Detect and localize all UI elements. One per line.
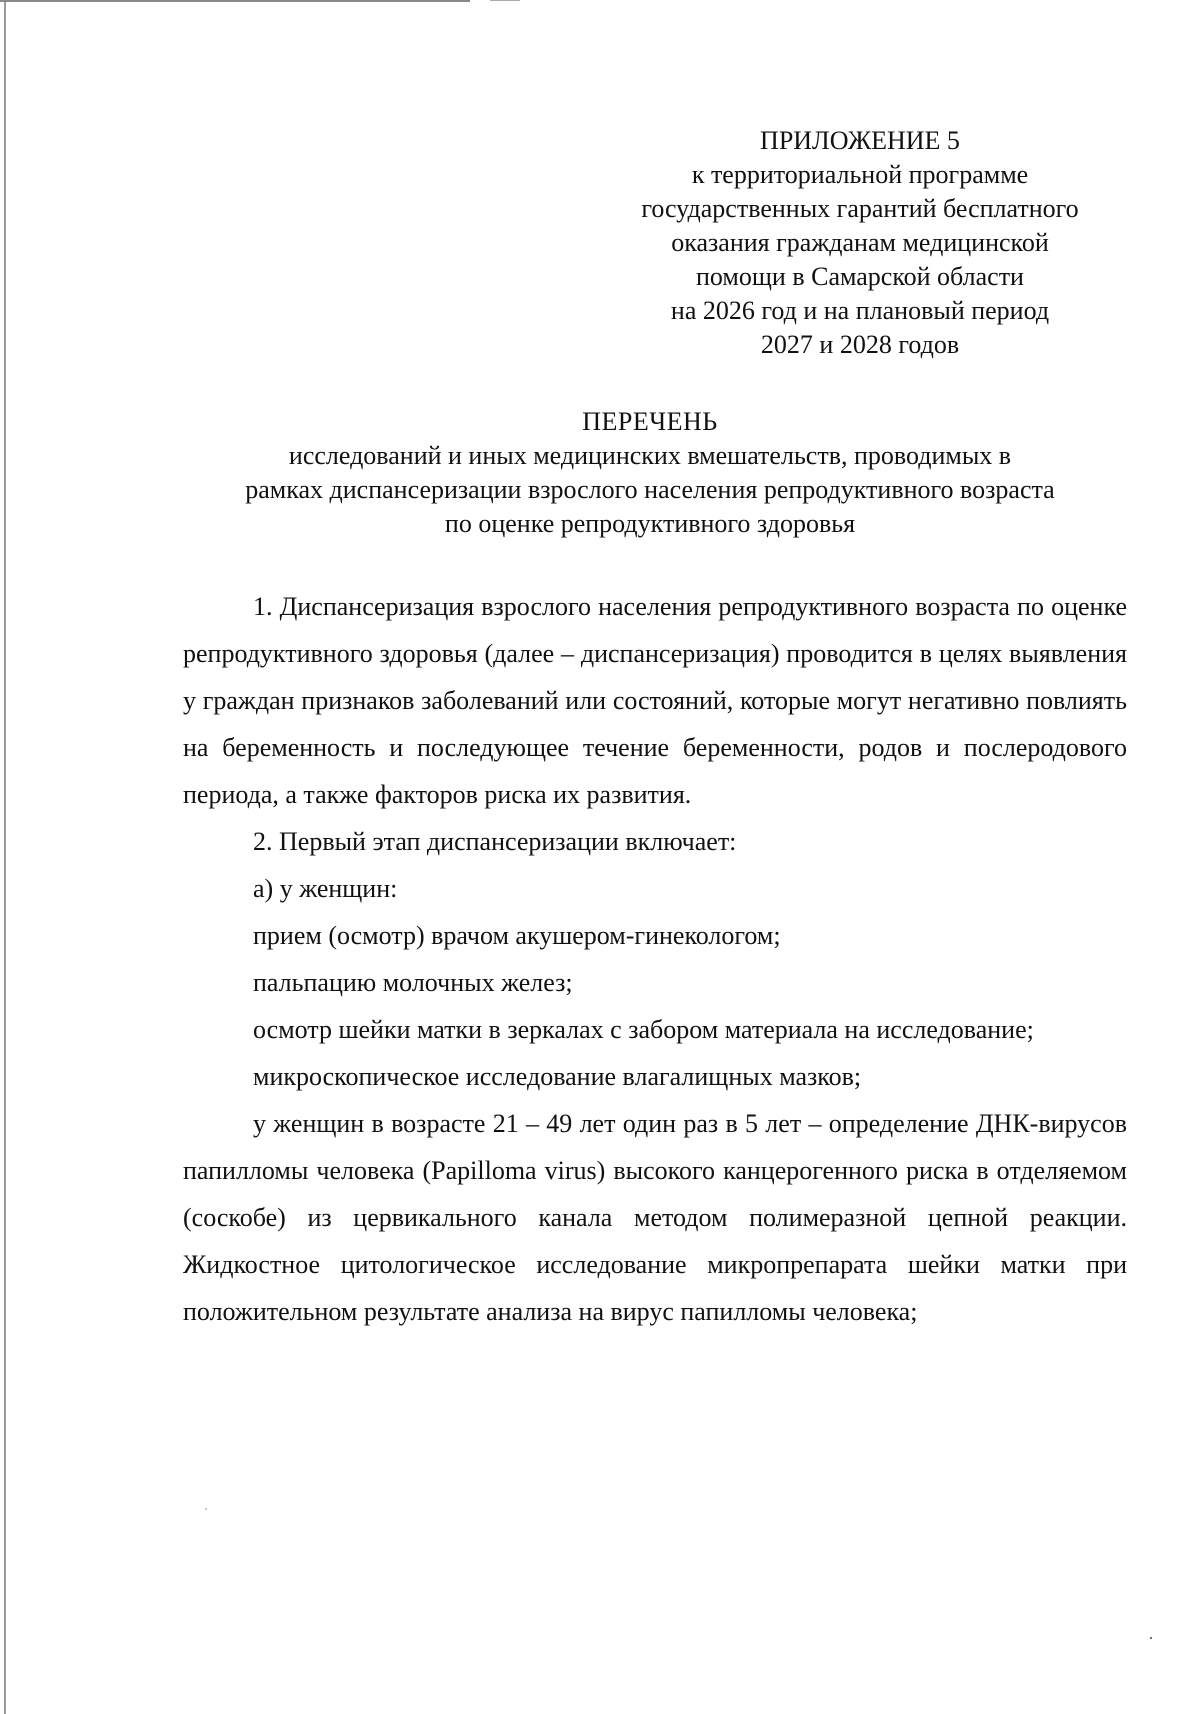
paragraph-3: у женщин в возрасте 21 – 49 лет один раз в 5 лет – определение ДНК-вирусов папилломы человека (Papilloma virus) высокого канцерогенного риска в отделяемом (соскобе) из цервикального канала методом полимеразной цепной реакции. Жидкостное цитологическое исследование микропрепарата шейки матки при положительном результате анализа на вирус папилломы человека; bbox=[183, 1109, 1127, 1326]
appendix-line: на 2026 год и на плановый период bbox=[670, 296, 1050, 325]
appendix-line: к территориальной программе bbox=[691, 160, 1029, 189]
paragraph-1: 1. Диспансеризация взрослого населения репродуктивного возраста по оценке репродуктивного здоровья (далее – диспансеризация) проводится в целях выявления у граждан признаков заболеваний или состояний, которые могут негативно повлиять на беременность и последующее течение беременности, родов и послеродового периода, а также факторов риска их развития. bbox=[183, 592, 1127, 809]
title-line: исследований и иных медицинских вмешательств, проводимых в bbox=[288, 441, 1012, 470]
list-item: осмотр шейки матки в зеркалах с забором материала на исследование; bbox=[253, 1015, 1034, 1044]
document-body bbox=[183, 583, 1127, 1335]
scan-edge-left bbox=[4, 0, 6, 1714]
appendix-line: государственных гарантий бесплатного bbox=[641, 194, 1079, 223]
appendix-line: оказания гражданам медицинской bbox=[671, 228, 1049, 257]
scan-speck bbox=[1150, 1637, 1152, 1639]
appendix-line: помощи в Самарской области bbox=[696, 262, 1024, 291]
appendix-number: ПРИЛОЖЕНИЕ 5 bbox=[760, 126, 960, 155]
title-line: рамках диспансеризации взрослого населения репродуктивного возраста bbox=[245, 475, 1055, 504]
document-title bbox=[170, 405, 1130, 541]
list-item: прием (осмотр) врачом акушером-гинекологом; bbox=[253, 921, 781, 950]
title-line: по оценке репродуктивного здоровья bbox=[444, 509, 856, 538]
title-heading: ПЕРЕЧЕНЬ bbox=[582, 407, 718, 436]
scan-edge-top bbox=[0, 0, 470, 2]
paragraph-2: 2. Первый этап диспансеризации включает: bbox=[253, 827, 737, 856]
appendix-header bbox=[600, 124, 1120, 362]
list-item: пальпацию молочных желез; bbox=[253, 968, 573, 997]
scan-speck bbox=[205, 1508, 207, 1510]
list-item: микроскопическое исследование влагалищных мазков; bbox=[253, 1062, 862, 1091]
scan-edge-top-fragment bbox=[490, 0, 520, 1]
paragraph-2a: а) у женщин: bbox=[253, 874, 398, 903]
appendix-line: 2027 и 2028 годов bbox=[760, 330, 960, 359]
